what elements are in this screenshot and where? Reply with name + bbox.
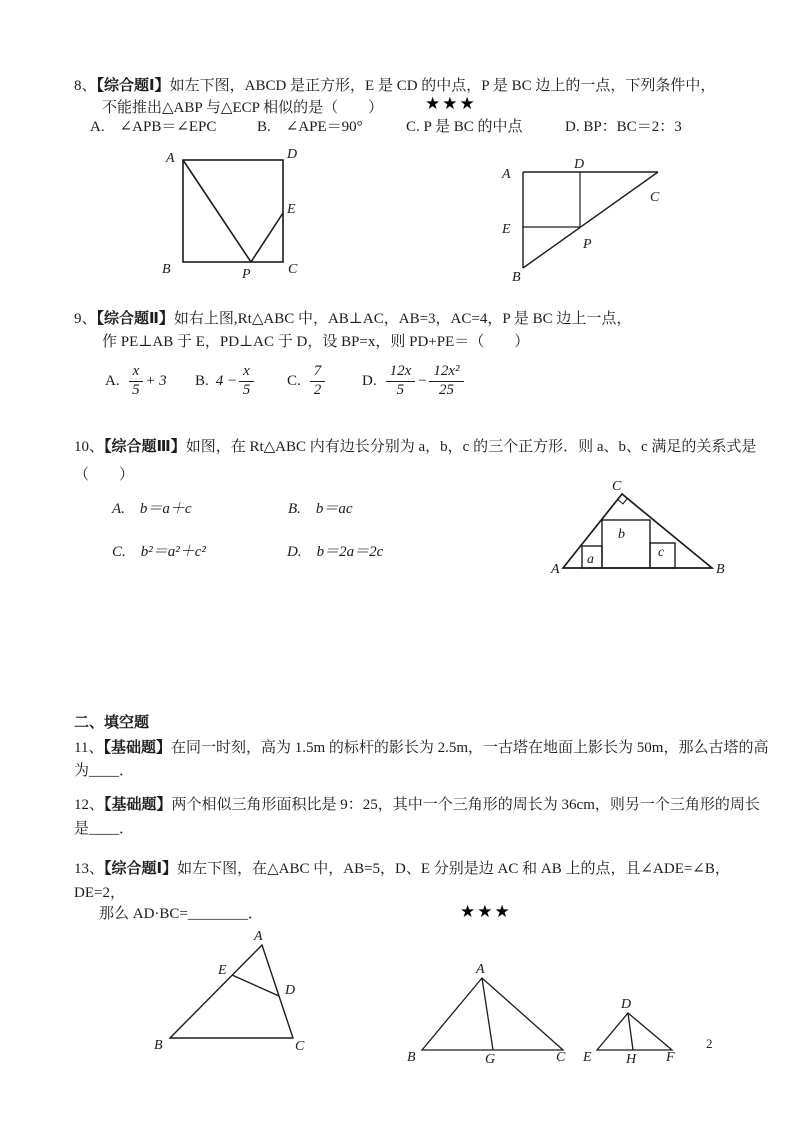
- vertex-label-p: P: [242, 267, 251, 282]
- vertex-label-d: D: [574, 157, 585, 172]
- vertex-label-c: C: [288, 262, 298, 277]
- vertex-label-e: E: [502, 222, 511, 237]
- square-label-c: c: [658, 545, 665, 560]
- q8-line1: 8、【综合题Ⅰ】如左下图，ABCD 是正方形，E 是 CD 的中点，P 是 BC 边上的一点，下列条件中，: [74, 77, 716, 94]
- vertex-label-b: B: [716, 562, 725, 577]
- q13-line1: 13、【综合题Ⅰ】如左下图，在△ABC 中，AB=5，D、E 分别是边 AC 和 AB 上的点，且∠ADE=∠B，: [74, 860, 730, 877]
- q9-option-b: B. 4 − $\frac{x}{5}$: [195, 360, 256, 402]
- vertex-label-b: B: [407, 1050, 416, 1065]
- q10-option-d: D. b＝2a＝2c: [287, 544, 384, 560]
- q9-line2: 作 PE⊥AB 于 E，PD⊥AC 于 D，设 BP=x，则 PD+PE＝（ ）: [102, 334, 530, 350]
- q10-line1: 10、【综合题Ⅲ】如图，在 Rt△ABC 内有边长分别为 a，b，c 的三个正方形．则 a、b、c 满足的关系式是: [74, 438, 757, 455]
- q13-tag: 【综合题Ⅰ】: [104, 860, 178, 877]
- q13-line2: DE=2，: [74, 885, 125, 901]
- q11-line1: 11、【基础题】在同一时刻，高为 1.5m 的标杆的影长为 2.5m，一古塔在地面上影长为 50m，那么古塔的高: [74, 739, 769, 756]
- q12-line1: 12、【基础题】两个相似三角形面积比是 9：25，其中一个三角形的周长为 36cm，则另一个三角形的周长: [74, 796, 760, 813]
- triangle-abc: [170, 945, 296, 1038]
- square-label-b: b: [618, 527, 625, 542]
- q8-option-c: C. P 是 BC 的中点: [406, 119, 523, 135]
- figure-q8-triangle: [492, 148, 677, 283]
- q10-option-c: C. b²＝a²＋c²: [112, 544, 206, 560]
- figure-q13-similar-triangles: [398, 956, 698, 1066]
- fraction: $\frac{7}{2}$: [310, 364, 326, 399]
- triangle-abc: [422, 978, 563, 1050]
- segment-pe: [251, 213, 283, 262]
- q12-number: 12、: [74, 797, 105, 813]
- triangle-def: [597, 1013, 672, 1050]
- figure-q10-triangle: [546, 474, 731, 577]
- cevian-ag: [482, 978, 493, 1050]
- right-angle-mark: [618, 498, 628, 504]
- vertex-label-e: E: [583, 1050, 592, 1065]
- q9-option-a: A. $\frac{x}{5}$ + 3: [105, 362, 167, 398]
- square-abcd: [183, 160, 283, 262]
- edge-hypotenuse: [523, 172, 658, 268]
- fraction: $\frac{x}{5}$: [129, 364, 144, 399]
- figure-q13-triangle-ade: [148, 926, 323, 1061]
- q9-tag: 【综合题Ⅱ】: [96, 310, 174, 327]
- q10-option-b: B. b＝ac: [288, 501, 353, 517]
- vertex-label-b: B: [512, 270, 521, 285]
- section2-heading: 二、填空题: [74, 714, 150, 731]
- q9-number: 9、: [74, 311, 97, 327]
- q8-line2: 不能推出△ABP 与△ECP 相似的是（ ）: [102, 100, 384, 116]
- vertex-label-a: A: [254, 929, 263, 944]
- q11-number: 11、: [74, 740, 104, 756]
- q13-line3: 那么 AD·BC=________．: [99, 906, 263, 922]
- q10-number: 10、: [74, 439, 105, 455]
- q10-tag: 【综合题Ⅲ】: [104, 438, 186, 455]
- q8-number: 8、: [74, 78, 97, 94]
- vertex-label-d: D: [621, 997, 632, 1012]
- triangle-abc: [563, 494, 712, 568]
- cevian-dh: [628, 1013, 633, 1050]
- q9-line1: 9、【综合题Ⅱ】如右上图,Rt△ABC 中，AB⊥AC，AB=3，AC=4，P 是 BC 边上一点，: [74, 310, 632, 327]
- vertex-label-c: C: [295, 1039, 305, 1054]
- vertex-label-c: C: [650, 190, 660, 205]
- q10-option-a: A. b＝a＋c: [112, 501, 192, 517]
- vertex-label-g: G: [485, 1052, 496, 1067]
- q8-difficulty-stars: ★★★: [425, 94, 477, 113]
- figure-q8-square: [153, 142, 313, 287]
- square-b: [602, 520, 650, 568]
- q12-tag: 【基础题】: [104, 796, 172, 813]
- vertex-label-a: A: [551, 562, 560, 577]
- vertex-label-d: D: [287, 147, 298, 162]
- fraction: $\frac{12x}{5}$: [386, 364, 416, 399]
- q8-tag: 【综合题Ⅰ】: [96, 77, 170, 94]
- vertex-label-d: D: [285, 983, 296, 998]
- q13-number: 13、: [74, 861, 105, 877]
- q9-option-c: C. $\frac{7}{2}$: [287, 360, 327, 402]
- vertex-label-f: F: [666, 1050, 675, 1065]
- vertex-label-a: A: [502, 167, 511, 182]
- q8-option-b: B. ∠APE＝90°: [257, 119, 363, 135]
- vertex-label-a: A: [476, 962, 485, 977]
- vertex-label-b: B: [154, 1038, 163, 1053]
- vertex-label-h: H: [626, 1052, 637, 1067]
- q13-difficulty-stars: ★★★: [460, 902, 512, 921]
- vertex-label-e: E: [287, 202, 296, 217]
- q12-line2: 是____．: [74, 821, 135, 837]
- page-number: 2: [706, 1036, 713, 1051]
- vertex-label-e: E: [218, 963, 227, 978]
- vertex-label-p: P: [583, 237, 592, 252]
- q8-option-a: A. ∠APB＝∠EPC: [90, 119, 217, 135]
- q8-option-d: D. BP：BC＝2：3: [565, 119, 682, 135]
- q10-line2: （ ）: [74, 467, 135, 483]
- vertex-label-c: C: [556, 1050, 566, 1065]
- fraction: $\frac{x}{5}$: [239, 364, 254, 399]
- segment-ap: [183, 160, 251, 262]
- q9-option-d: D. $\frac{12x}{5}$ − $\frac{\text{12x²}}{25}$: [362, 360, 466, 402]
- q11-tag: 【基础题】: [103, 739, 171, 756]
- vertex-label-a: A: [166, 151, 175, 166]
- vertex-label-b: B: [162, 262, 171, 277]
- q11-line2: 为____．: [74, 763, 135, 779]
- vertex-label-c: C: [612, 479, 622, 494]
- segment-ed: [232, 975, 279, 996]
- fraction: $\frac{\text{12x²}}{25}$: [429, 364, 463, 399]
- square-label-a: a: [587, 552, 594, 567]
